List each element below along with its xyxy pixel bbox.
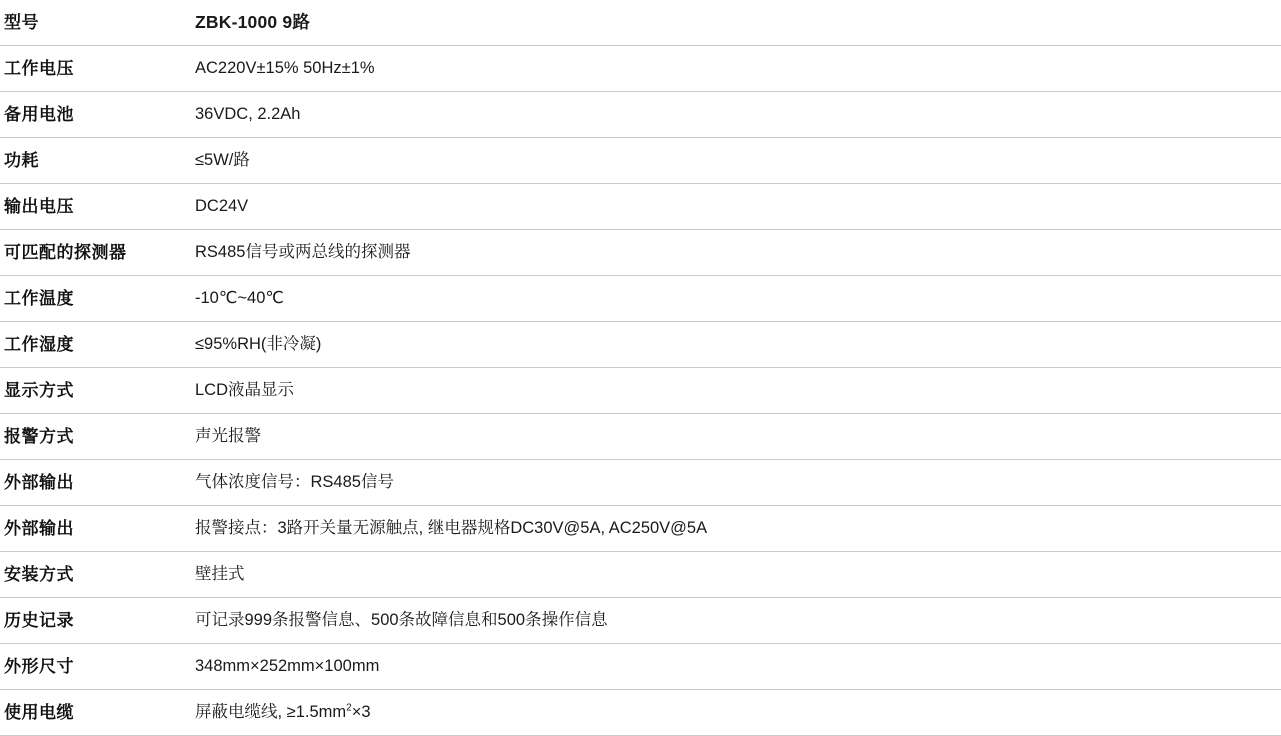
spec-label: 工作电压 <box>0 46 194 92</box>
spec-label: 外形尺寸 <box>0 644 194 690</box>
table-row <box>0 230 1281 276</box>
table-row <box>0 184 1281 230</box>
spec-value: ≤95%RH(非冷凝) <box>194 322 1281 368</box>
spec-value: 声光报警 <box>194 414 1281 460</box>
spec-label: 外部输出 <box>0 506 194 552</box>
spec-label: 外部输出 <box>0 460 194 506</box>
spec-label: 可匹配的探测器 <box>0 230 194 276</box>
spec-label: 报警方式 <box>0 414 194 460</box>
cable-value-prefix: 屏蔽电缆线, ≥1.5mm <box>195 703 347 722</box>
spec-value: 36VDC, 2.2Ah <box>194 92 1281 138</box>
spec-value: 气体浓度信号：RS485信号 <box>194 460 1281 506</box>
table-row <box>0 460 1281 506</box>
spec-value: ≤5W/路 <box>194 138 1281 184</box>
spec-label: 输出电压 <box>0 184 194 230</box>
table-row <box>0 276 1281 322</box>
table-row <box>0 0 1281 46</box>
spec-label: 安装方式 <box>0 552 194 598</box>
spec-value: ZBK-1000 9路 <box>194 0 1281 46</box>
spec-value: AC220V±15% 50Hz±1% <box>194 46 1281 92</box>
table-row <box>0 92 1281 138</box>
table-row <box>0 506 1281 552</box>
spec-label: 功耗 <box>0 138 194 184</box>
table-row <box>0 368 1281 414</box>
table-row <box>0 598 1281 644</box>
spec-value: 壁挂式 <box>194 552 1281 598</box>
spec-value: 348mm×252mm×100mm <box>194 644 1281 690</box>
table-row <box>0 322 1281 368</box>
spec-value: 报警接点：3路开关量无源触点, 继电器规格DC30V@5A, AC250V@5A <box>194 506 1281 552</box>
spec-label: 型号 <box>0 0 194 46</box>
spec-value: LCD液晶显示 <box>194 368 1281 414</box>
spec-value: DC24V <box>194 184 1281 230</box>
cable-value-suffix: ×3 <box>351 703 371 722</box>
spec-label: 历史记录 <box>0 598 194 644</box>
table-row <box>0 46 1281 92</box>
table-row <box>0 414 1281 460</box>
table-row <box>0 552 1281 598</box>
table-row <box>0 138 1281 184</box>
spec-label: 显示方式 <box>0 368 194 414</box>
spec-value: -10℃~40℃ <box>194 276 1281 322</box>
spec-label: 工作湿度 <box>0 322 194 368</box>
spec-value: 可记录999条报警信息、500条故障信息和500条操作信息 <box>194 598 1281 644</box>
spec-label: 使用电缆 <box>0 690 194 736</box>
table-row <box>0 690 1281 736</box>
spec-label: 备用电池 <box>0 92 194 138</box>
spec-value: RS485信号或两总线的探测器 <box>194 230 1281 276</box>
spec-value-cable <box>194 690 1281 736</box>
spec-label: 工作温度 <box>0 276 194 322</box>
table-row <box>0 644 1281 690</box>
cable-value-superscript: 2 <box>346 702 352 714</box>
